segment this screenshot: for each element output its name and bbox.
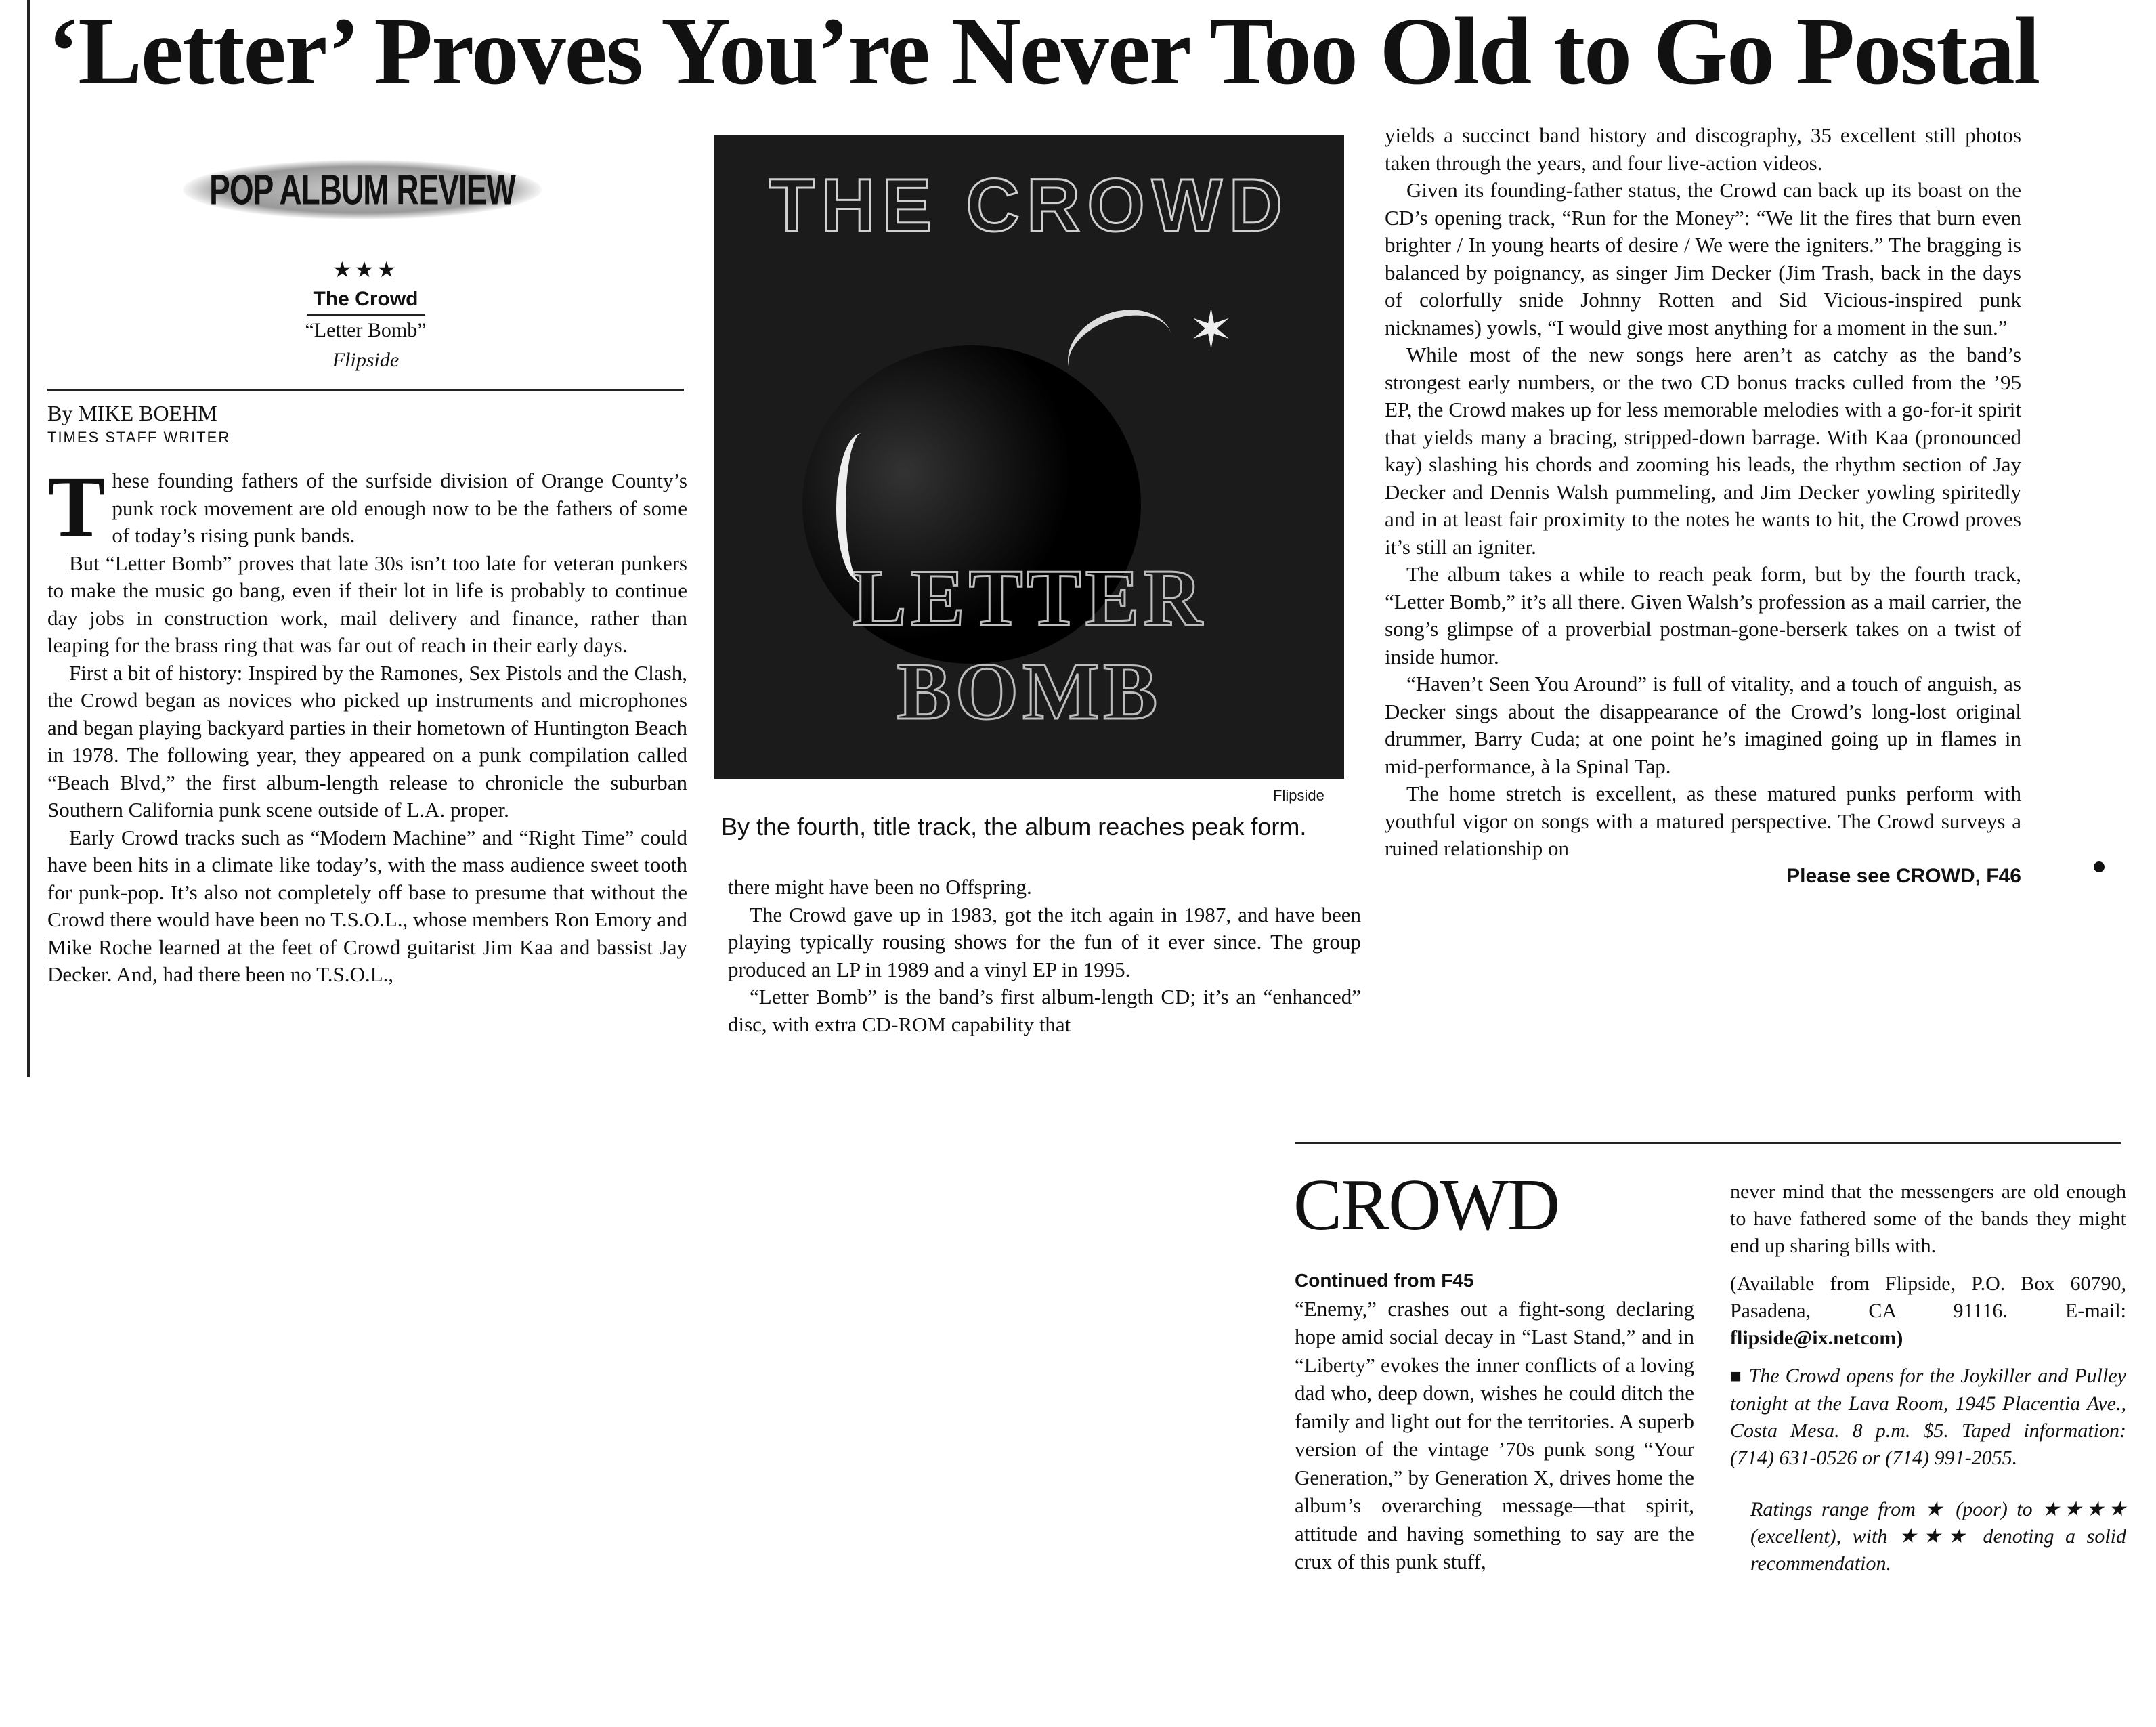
event-note	[1730, 1363, 2126, 1472]
paragraph: But “Letter Bomb” proves that late 30s isn’t too late for veteran punkers to make the music go bang, even if their lot in life is probably to continue day jobs in construction work, mail delivery and finance, rather than leaping for the brass ring that was far out of reach in their early days.	[47, 551, 687, 657]
byline	[47, 401, 691, 450]
photo-credit: Flipside	[1273, 787, 1324, 804]
paragraph: The Crowd gave up in 1983, got the itch again in 1987, and have been playing typically rousing shows for the fun of it ever since. The group produced an LP in 1989 and a vinyl EP in 1995.	[728, 902, 1361, 981]
left-column-rule	[27, 0, 30, 1077]
record-label: Flipside	[332, 349, 400, 371]
paragraph: “Letter Bomb” is the band’s first album-length CD; it’s an “enhanced” disc, with extra CD-ROM capability that	[728, 985, 1361, 1036]
article-column-2	[728, 874, 1361, 1038]
cover-subtitle: LETTER BOMB	[852, 553, 1207, 736]
paragraph: yields a succinct band history and discography, 35 excellent still photos taken through the years, and four live-action videos.	[1385, 123, 2021, 175]
paragraph: “Haven’t Seen You Around” is full of vitality, and a touch of anguish, as Decker sings about the disappearance of the Crowd’s long-lost original drummer, Barry Cuda; at one point he’s imagined going up in flames in mid-performance, à la Spinal Tap.	[1385, 672, 2021, 778]
badge-label: POP ALBUM REVIEW	[209, 165, 515, 214]
continued-column-a	[1295, 1266, 1694, 1576]
article-column-1	[47, 459, 687, 989]
paragraph: Given its founding-father status, the Crowd can back up its boast on the CD’s opening track, “Run for the Money”: “We lit the fires that burn even brighter / In young hearts of desire / We were the igniters.” The bragging is balanced by poignancy, as singer Jim Decker (Jim Trash, back in the days of colorfully snide Johnny Rotten and Sid Vicious-inspired punk nicknames) yowls, “I would give most anything for a moment in the sun.”	[1385, 178, 2021, 339]
rating-stars: ★★★	[332, 257, 400, 282]
band-name: The Crowd	[307, 284, 425, 316]
continued-rule	[1295, 1142, 2121, 1144]
article-column-3	[1385, 122, 2021, 890]
album-cover-photo	[714, 135, 1344, 779]
bullet-icon: ■	[1730, 1366, 1743, 1387]
availability-text: (Available from Flipside, P.O. Box 60790, Pasadena, CA 91116. E-mail:	[1730, 1273, 2126, 1322]
paragraph: The home stretch is excellent, as these matured punks perform with youthful vigor on songs with a matured perspective. The Crowd surveys a ruined relationship on	[1385, 782, 2021, 860]
paragraph: never mind that the messengers are old enough to have fathered some of the bands they might end up sharing bills with.	[1730, 1180, 2126, 1257]
rating-block	[230, 255, 501, 375]
spark-icon: ✶	[1188, 301, 1234, 360]
album-title: “Letter Bomb”	[305, 319, 427, 341]
availability-note	[1730, 1271, 2126, 1352]
continued-from-label: Continued from F45	[1295, 1270, 1474, 1291]
margin-dot	[2094, 861, 2105, 872]
pop-album-review-badge	[183, 160, 542, 219]
paragraph: “Enemy,” crashes out a fight-song declaring hope amid social decay in “Last Stand,” and in “Liberty” evokes the inner conflicts of a loving dad who, deep down, wishes he could ditch the family and light out for the territories. A superb version of the vintage ’70s punk song “Your Generation,” by Generation X, drives home the album’s overarching message—that spirit, attitude and having something to say are the crux of this punk stuff,	[1295, 1296, 1694, 1573]
event-text: The Crowd opens for the Joykiller and Pulley tonight at the Lava Room, 1945 Placentia Ave., Costa Mesa. 8 p.m. $5. Taped information: (714) 631-0526 or (714) 991-2055.	[1730, 1365, 2126, 1469]
drop-cap: T	[47, 459, 106, 555]
headline: ‘Letter’ Proves You’re Never Too Old to Go Postal	[47, 0, 2040, 104]
paragraph: First a bit of history: Inspired by the Ramones, Sex Pistols and the Clash, the Crowd began as novices who picked up instruments and microphones and began playing backyard parties in their hometown of Huntington Beach in 1978. The following year, they appeared on a punk compilation called “Beach Blvd,” the first album-length release to chronicle the suburban Southern California punk scene outside of L.A. proper.	[47, 660, 687, 822]
paragraph: The album takes a while to reach peak form, but by the fourth track, “Letter Bomb,” it’s all there. Given Walsh’s profession as a mail carrier, the song’s glimpse of a proverbial postman-gone-berserk takes on a twist of inside humor.	[1385, 562, 2021, 668]
contact-email: flipside@ix.netcom)	[1730, 1327, 1903, 1349]
byline-rule	[47, 389, 684, 391]
paragraph: While most of the new songs here aren’t as catchy as the band’s strongest early numbers, or the two CD bonus tracks culled from the ’95 EP, the Crowd makes up for less memorable melodies with a go-for-it spirit that yields many a bracing, stripped-down barrage. With Kaa (pronounced kay) slashing his chords and zooming his leads, the rhythm section of Jay Decker and Dennis Walsh pummeling, and Jim Decker yowling spiritedly and in at least fair proximity to the notes he wants to hit, the Crowd proves it’s still an igniter.	[1385, 343, 2021, 559]
paragraph	[47, 459, 687, 555]
continued-headline: CROWD	[1293, 1165, 1559, 1245]
paragraph: there might have been no Offspring.	[728, 875, 1032, 899]
author-role: TIMES STAFF WRITER	[47, 429, 231, 446]
photo-caption: By the fourth, title track, the album reaches peak form.	[721, 813, 1307, 840]
author: By MIKE BOEHM	[47, 401, 217, 425]
cover-title: THE CROWD	[769, 164, 1290, 247]
ratings-key: Ratings range from ★ (poor) to ★★★★ (excellent), with ★★★ denoting a solid recommendation.	[1750, 1498, 2126, 1575]
paragraph: Early Crowd tracks such as “Modern Machine” and “Right Time” could have been hits in a climate like today’s, with the mass audience sweet tooth for punk-pop. It’s also not completely off base to presume that without the Crowd there would have been no T.S.O.L., whose members Ron Emory and Mike Roche learned at the feet of Crowd guitarist Jim Kaa and bassist Jay Decker. And, had there been no T.S.O.L.,	[47, 825, 687, 986]
paragraph-text: hese founding fathers of the surfside division of Orange County’s punk rock movement are old enough now to be the fathers of some of today’s rising punk bands.	[112, 469, 687, 547]
continued-column-b	[1730, 1178, 2126, 1577]
jump-line: Please see CROWD, F46	[1786, 864, 2021, 887]
